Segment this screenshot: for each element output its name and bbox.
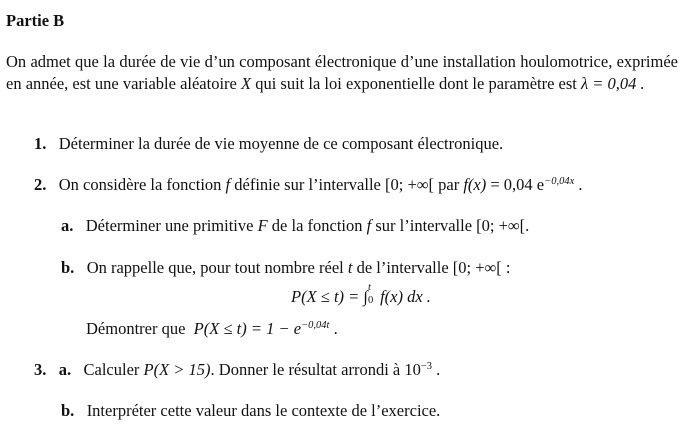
question-2b-label: b. [61,258,75,277]
question-2b-text-a: On rappelle que, pour tout nombre réel [86,258,344,277]
demo-formula: P(X ≤ t) = 1 − e [193,319,302,338]
demo-text: Démontrer que [86,319,186,338]
question-2-number: 2. [34,175,47,194]
question-2a-label: a. [61,216,74,235]
question-2a-text-a: Déterminer une primitive [85,216,254,235]
question-2b-text-b: de l’intervalle [0; +∞[ : [356,258,511,277]
demo-exp: −0,04t [301,320,330,331]
question-2-end: . [578,175,583,194]
demo-line [86,318,338,340]
question-2-f: f [225,175,231,194]
question-2-fx: f(x) [463,175,487,194]
question-2-text-c: par [438,175,460,194]
integral-sign: ∫ [363,287,368,306]
question-1-text: Déterminer la durée de vie moyenne de ce composant électronique. [58,134,504,153]
question-3a-prob: P(X > 15) [143,360,211,379]
question-2a-f: f [366,216,372,235]
question-2b-t: t [347,258,353,277]
question-3b-text: Interpréter cette valeur dans le contexte de l’exercice. [86,401,441,420]
integral-lower-bound: 0 [367,295,374,306]
question-2-interval: [0; +∞[ [384,175,435,194]
intro-paragraph [6,51,678,95]
question-3a-label: a. [58,360,72,379]
question-1 [34,133,503,155]
integral-upper-bound: t [367,282,371,293]
section-title: Partie B [6,11,65,30]
question-2-exp: −0,04x [544,176,575,187]
question-3b-label: b. [61,401,75,420]
question-2b [61,257,511,279]
intro-text-2: qui suit la loi exponentielle dont le paramètre est [255,74,577,93]
integral-formula-right: f(x) dx . [380,287,431,306]
question-3a-text-b: . Donner le résultat arrondi à 10 [210,360,421,379]
intro-variable: X [241,74,252,93]
question-2a-text-b: de la fonction [271,216,363,235]
integral-formula-left: P(X ≤ t) = [291,287,360,306]
question-2a-text-c: sur l’intervalle [0; +∞[. [375,216,530,235]
question-2-text-a: On considère la fonction [58,175,222,194]
question-2a-F: F [257,216,268,235]
integral-formula [291,282,431,308]
question-3-number: 3. [34,360,47,379]
question-2-eq: = 0,04 e [490,175,545,194]
question-1-number: 1. [34,134,47,153]
intro-parameter: λ = 0,04 . [581,74,645,93]
question-2-text-b: définie sur l’intervalle [234,175,381,194]
question-3a-end: . [436,360,441,379]
question-3a [34,359,440,381]
question-2a [61,215,529,237]
demo-end: . [333,319,338,338]
question-2 [34,174,583,196]
question-3a-text-a: Calculer [83,360,140,379]
question-3a-exp: −3 [420,361,433,372]
question-3b [61,400,440,422]
intro-text: On admet que la durée de vie d’un composant électronique d’une installation houlomotrice, exprimée en année, est une variable aléatoire [6,52,678,93]
